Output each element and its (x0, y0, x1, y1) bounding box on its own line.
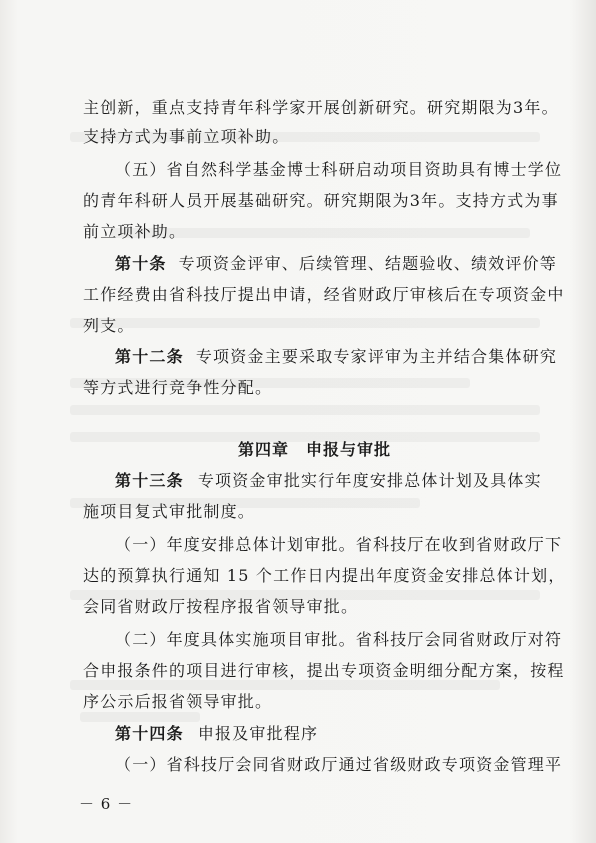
body-text-line: 达的预算执行通知 15 个工作日内提出年度资金安排总体计划， (83, 566, 566, 585)
article-text: 专项资金评审、后续管理、结题验收、绩效评价等 (178, 254, 558, 273)
body-text-line: 支持方式为事前立项补助。 (83, 127, 290, 146)
article-line (115, 471, 542, 491)
body-text-line: 工作经费由省科技厅提出申请，经省财政厅审核后在专项资金中 (83, 285, 565, 304)
body-text-line: 主创新，重点支持青年科学家开展创新研究。研究期限为3年。 (83, 98, 559, 117)
body-text-line: 列支。 (83, 316, 135, 335)
article-text: 专项资金主要采取专家评审为主并结合集体研究 (195, 347, 558, 366)
page-number: － 6 － (79, 795, 134, 813)
bleed-through-mark (70, 405, 540, 415)
body-text-line: 会同省财政厅按程序报省领导审批。 (83, 597, 359, 616)
article-text: 专项资金审批实行年度安排总体计划及具体实 (197, 471, 542, 490)
body-text-line: （二）年度具体实施项目审批。省科技厅会同省财政厅对符 (115, 630, 563, 649)
article-label: 第十二条 (115, 347, 184, 366)
chapter-heading: 第四章 申报与审批 (238, 440, 392, 459)
bleed-through-mark (70, 318, 540, 328)
body-text-line: 前立项补助。 (83, 222, 187, 241)
bleed-through-mark (80, 712, 200, 722)
body-text-line: 施项目复式审批制度。 (83, 502, 256, 521)
article-line (115, 724, 318, 744)
body-text-line: （一）年度安排总体计划审批。省科技厅在收到省财政厅下 (115, 535, 563, 554)
body-text-line: （一）省科技厅会同省财政厅通过省级财政专项资金管理平 (115, 755, 563, 774)
body-text-line: 等方式进行竞争性分配。 (83, 378, 273, 397)
body-text-line: （五）省自然科学基金博士科研启动项目资助具有博士学位 (115, 160, 563, 179)
article-line (115, 254, 557, 274)
article-label: 第十条 (115, 254, 167, 273)
article-line (115, 347, 557, 367)
body-text-line: 序公示后报省领导审批。 (83, 692, 273, 711)
article-text: 申报及审批程序 (197, 724, 319, 743)
bleed-through-mark (70, 680, 500, 690)
article-label: 第十四条 (115, 724, 184, 743)
body-text-line: 的青年科研人员开展基础研究。研究期限为3年。支持方式为事 (83, 191, 559, 210)
body-text-line: 合申报条件的项目进行审核，提出专项资金明细分配方案，按程 (83, 661, 565, 680)
article-label: 第十三条 (115, 471, 184, 490)
